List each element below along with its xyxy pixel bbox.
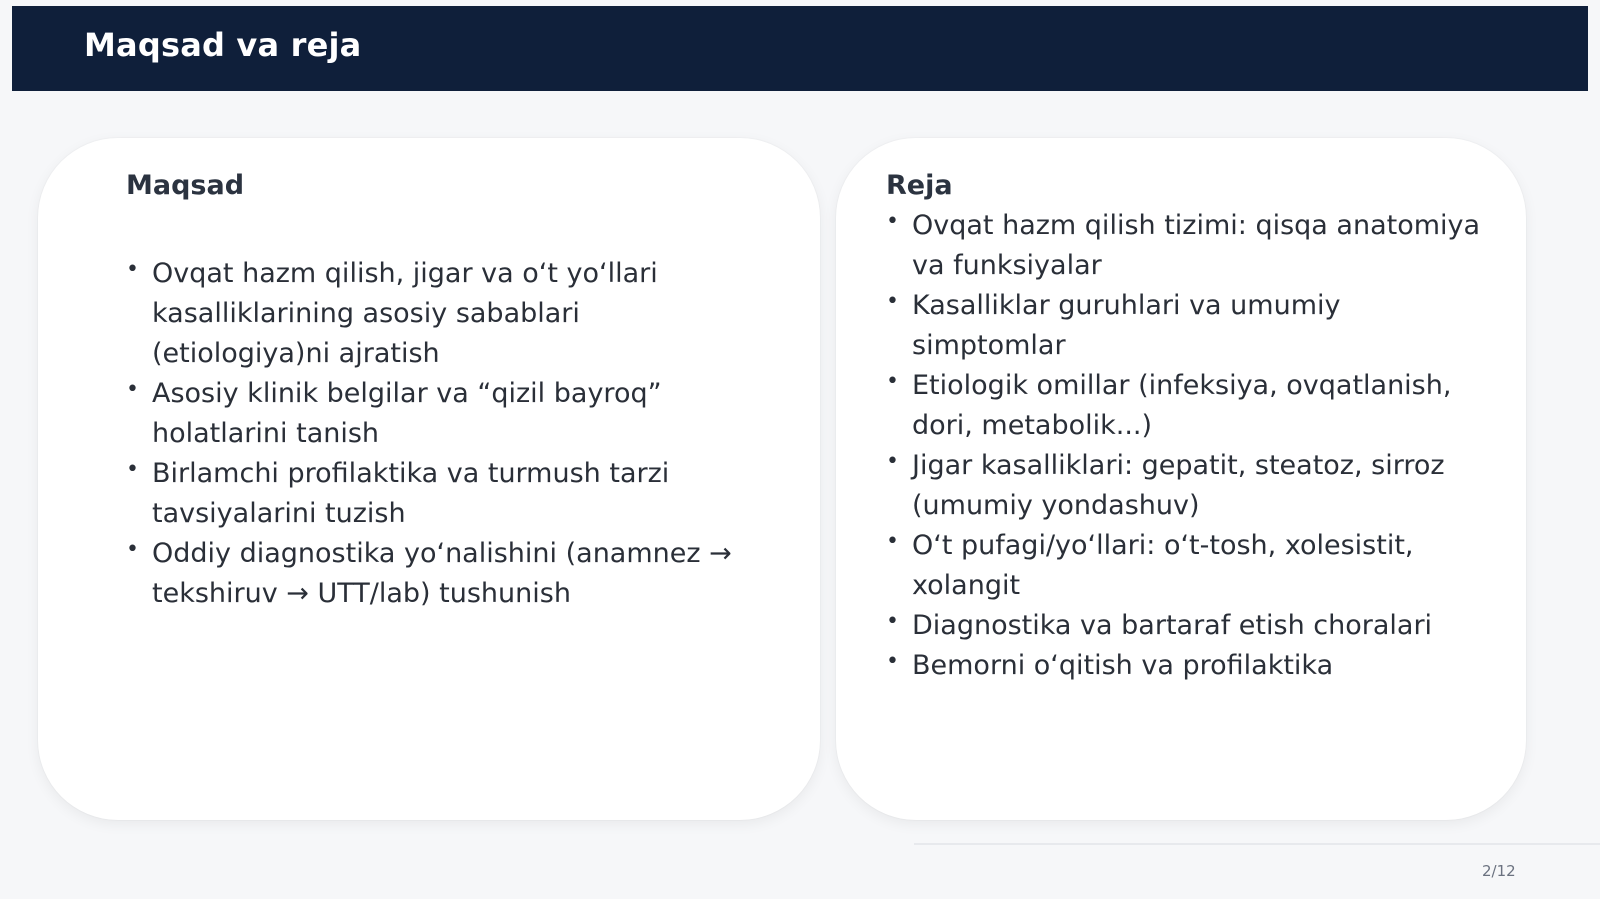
bullet-icon: • xyxy=(886,609,899,634)
bullet-icon: • xyxy=(886,529,899,554)
bullet-icon: • xyxy=(886,449,899,474)
slide-header-bar xyxy=(12,6,1588,91)
plan-heading: Reja xyxy=(886,170,953,201)
footer-divider xyxy=(914,843,1600,845)
list-item-text: Jigar kasalliklari: gepatit, steatoz, sirroz (umumiy yondashuv) xyxy=(912,450,1445,521)
list-item-text: Oddiy diagnostika yo‘nalishini (anamnez → tekshiruv → UTT/lab) tushunish xyxy=(152,538,732,609)
list-item xyxy=(886,526,1486,606)
list-item xyxy=(886,646,1486,686)
list-item-text: O‘t pufagi/yo‘llari: o‘t-tosh, xolesistit, xolangit xyxy=(912,530,1414,601)
goals-list xyxy=(126,254,766,614)
plan-card xyxy=(836,138,1526,820)
bullet-icon: • xyxy=(886,369,899,394)
bullet-icon: • xyxy=(126,257,139,282)
list-item xyxy=(886,446,1486,526)
list-item xyxy=(126,374,766,454)
bullet-icon: • xyxy=(886,209,899,234)
list-item xyxy=(886,286,1486,366)
list-item xyxy=(886,606,1486,646)
bullet-icon: • xyxy=(126,377,139,402)
list-item-text: Bemorni o‘qitish va profilaktika xyxy=(912,650,1334,681)
bullet-icon: • xyxy=(886,289,899,314)
goals-heading: Maqsad xyxy=(126,170,245,201)
goals-card xyxy=(38,138,820,820)
list-item-text: Asosiy klinik belgilar va “qizil bayroq” holatlarini tanish xyxy=(152,378,662,449)
bullet-icon: • xyxy=(126,457,139,482)
bullet-icon: • xyxy=(886,649,899,674)
list-item xyxy=(886,206,1486,286)
list-item-text: Kasalliklar guruhlari va umumiy simptomlar xyxy=(912,290,1341,361)
list-item xyxy=(886,366,1486,446)
list-item-text: Etiologik omillar (infeksiya, ovqatlanish, dori, metabolik...) xyxy=(912,370,1452,441)
list-item xyxy=(126,254,766,374)
plan-list xyxy=(886,206,1486,686)
bullet-icon: • xyxy=(126,537,139,562)
slide-title: Maqsad va reja xyxy=(84,26,362,64)
list-item-text: Diagnostika va bartaraf etish choralari xyxy=(912,610,1433,641)
list-item-text: Birlamchi profilaktika va turmush tarzi tavsiyalarini tuzish xyxy=(152,458,670,529)
list-item xyxy=(126,454,766,534)
list-item-text: Ovqat hazm qilish tizimi: qisqa anatomiya va funksiyalar xyxy=(912,210,1481,281)
page-number: 2/12 xyxy=(1482,862,1516,880)
list-item-text: Ovqat hazm qilish, jigar va o‘t yo‘llari kasalliklarining asosiy sabablari (etiologiya)ni ajratish xyxy=(152,258,658,369)
list-item xyxy=(126,534,766,614)
